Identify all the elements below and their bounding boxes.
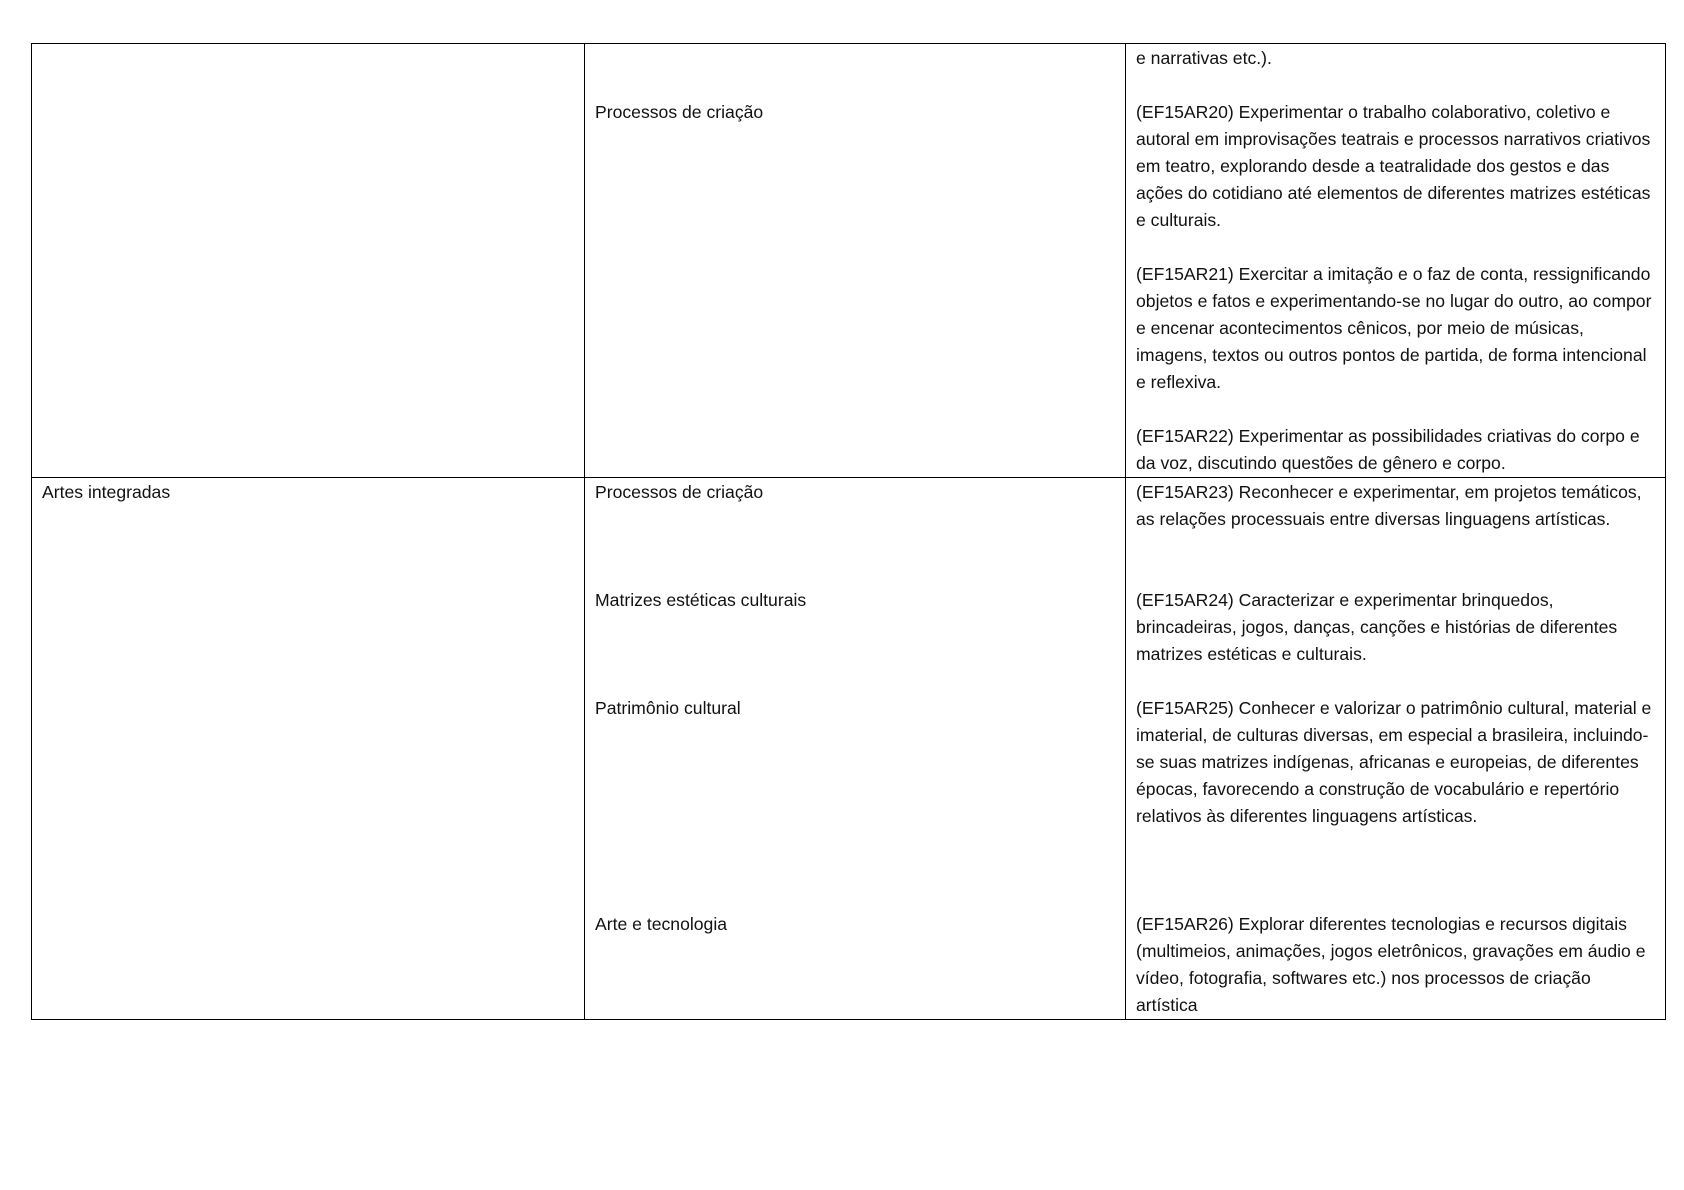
object-label: Arte e tecnologia — [595, 914, 728, 934]
skill-text: (EF15AR20) Experimentar o trabalho colaborativo, coletivo e autoral em improvisações teatrais e processos narrativos criativos em teatro, explorando desde a teatralidade dos gestos e das ações do cotidiano até elementos de diferentes matrizes estéticas e culturais. — [1136, 102, 1651, 230]
skills-cell — [1126, 44, 1666, 478]
skill-text: (EF15AR26) Explorar diferentes tecnologias e recursos digitais (multimeios, animações, jogos eletrônicos, gravações em áudio e vídeo, fotografia, softwares etc.) nos processos de criação artística — [1136, 914, 1646, 1015]
object-cell — [585, 478, 1126, 1020]
object-label — [595, 261, 1115, 396]
object-label — [595, 423, 1115, 477]
skill-text: (EF15AR24) Caracterizar e experimentar brinquedos, brincadeiras, jogos, danças, canções e histórias de diferentes matrizes estéticas e culturais. — [1136, 590, 1618, 664]
unit-cell — [32, 44, 585, 478]
object-label: Matrizes estéticas culturais — [595, 590, 807, 610]
skills-cell — [1126, 478, 1666, 1020]
skill-text: (EF15AR23) Reconhecer e experimentar, em projetos temáticos, as relações processuais entre diversas linguagens artísticas. — [1136, 482, 1642, 529]
skill-text: (EF15AR21) Exercitar a imitação e o faz de conta, ressignificando objetos e fatos e experimentando-se no lugar do outro, ao compor e encenar acontecimentos cênicos, por meio de músicas, imagens, textos ou outros pontos de partida, de forma intencional e reflexiva. — [1136, 264, 1652, 392]
curriculum-table — [31, 43, 1666, 1020]
object-cell — [585, 44, 1126, 478]
object-label: Processos de criação — [595, 102, 764, 122]
unit-cell: Artes integradas — [32, 478, 585, 1020]
table-row — [32, 478, 1666, 1020]
skill-text: e narrativas etc.). — [1136, 48, 1272, 68]
skill-text: (EF15AR25) Conhecer e valorizar o patrimônio cultural, material e imaterial, de culturas diversas, em especial a brasileira, incluindo-se suas matrizes indígenas, africanas e europeias, de diferentes épocas, favorecendo a construção de vocabulário e repertório relativos às diferentes linguagens artísticas. — [1136, 698, 1652, 826]
object-label: Processos de criação — [595, 482, 764, 502]
object-label: Patrimônio cultural — [595, 698, 741, 718]
skill-text: (EF15AR22) Experimentar as possibilidades criativas do corpo e da voz, discutindo questões de gênero e corpo. — [1136, 426, 1640, 473]
table-row — [32, 44, 1666, 478]
